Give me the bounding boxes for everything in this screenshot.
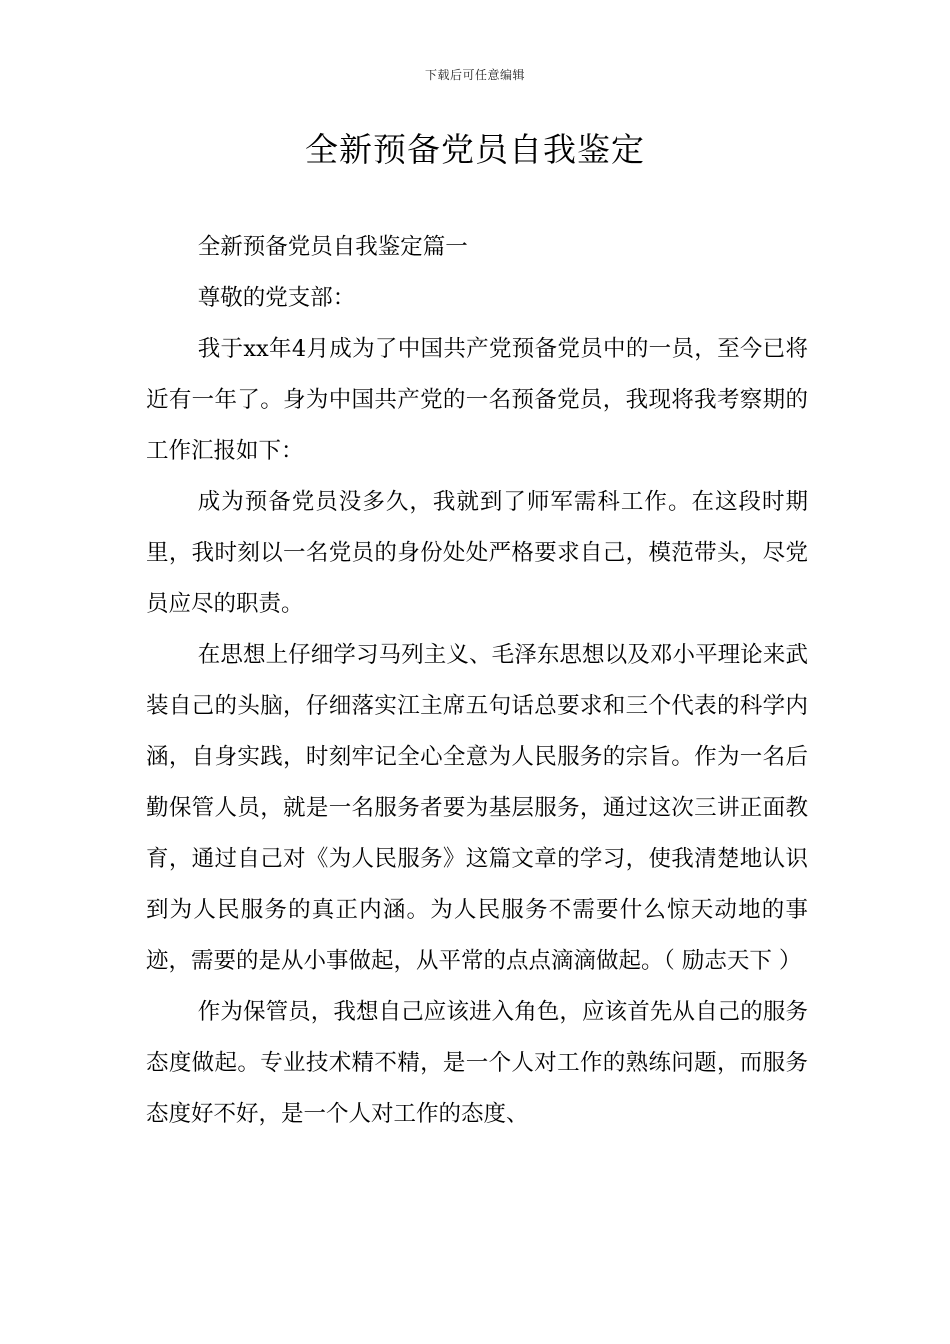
document-body (146, 222, 808, 1140)
document-title: 全新预备党员自我鉴定 (305, 130, 645, 169)
paragraph: 我于xx年4月成为了中国共产党预备党员中的一员，至今已将近有一年了。身为中国共产党的一名预备党员，我现将我考察期的工作汇报如下： (146, 336, 808, 464)
section-heading: 全新预备党员自我鉴定篇一 (197, 234, 468, 260)
paragraph: 在思想上仔细学习马列主义、毛泽东思想以及邓小平理论来武装自己的头脑，仔细落实江主席五句话总要求和三个代表的科学内涵，自身实践，时刻牢记全心全意为人民服务的宗旨。作为一名后勤保管人员，就是一名服务者要为基层服务，通过这次三讲正面教育，通过自己对《为人民服务》这篇文章的学习，使我清楚地认识到为人民服务的真正内涵。为人民服务不需要什么惊天动地的事迹，需要的是从小事做起，从平常的点点滴滴做起。（ 励志天下 ） (146, 642, 808, 974)
salutation: 尊敬的党支部： (197, 285, 356, 311)
header-note: 下载后可任意编辑 (424, 68, 525, 82)
paragraph: 成为预备党员没多久，我就到了师军需科工作。在这段时期里，我时刻以一名党员的身份处处严格要求自己，模范带头，尽党员应尽的职责。 (146, 489, 808, 617)
paragraph: 作为保管员，我想自己应该进入角色，应该首先从自己的服务态度做起。专业技术精不精，是一个人对工作的熟练问题，而服务态度好不好，是一个人对工作的态度、 (146, 999, 808, 1127)
